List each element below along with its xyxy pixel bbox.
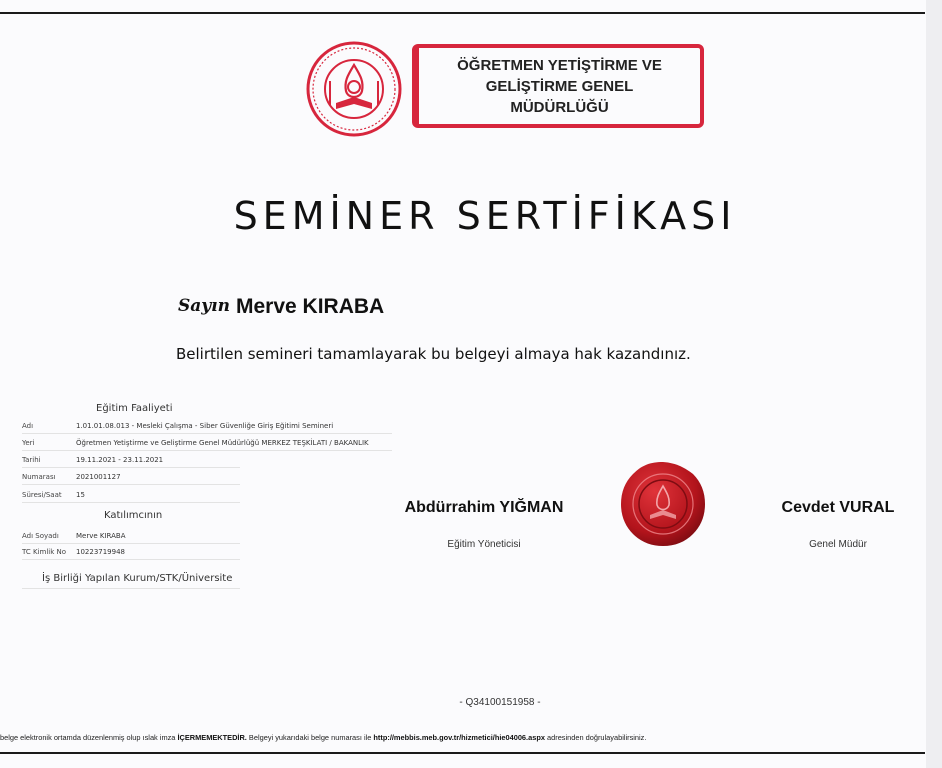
info-row bbox=[22, 453, 240, 468]
certificate-title: SEMİNER SERTİFİKASI bbox=[233, 194, 737, 238]
certificate-number: - Q34100151958 - bbox=[459, 697, 541, 708]
partner-row bbox=[22, 574, 240, 589]
info-value: 2021001127 bbox=[76, 473, 121, 481]
bottom-border bbox=[0, 752, 925, 754]
info-value: Öğretmen Yetiştirme ve Geliştirme Genel Müdürlüğü MERKEZ TEŞKİLATI / BAKANLIK bbox=[76, 439, 369, 447]
partner-section-title: İş Birliği Yapılan Kurum/STK/Üniversite bbox=[42, 573, 233, 584]
recipient-name: Merve KIRABA bbox=[236, 295, 385, 318]
footer-text: adresinden doğrulayabilirsiniz. bbox=[544, 733, 647, 742]
footer-emphasis: İÇERMEMEKTEDİR. bbox=[177, 733, 247, 742]
signer-education-manager bbox=[384, 499, 584, 550]
meb-emblem-icon bbox=[306, 41, 402, 137]
activity-section-title: Eğitim Faaliyeti bbox=[96, 403, 173, 414]
info-label: Adı bbox=[22, 422, 34, 430]
wax-seal-icon bbox=[619, 460, 707, 548]
footer-text: belge elektronik ortamda düzenlenmiş olup ıslak imza bbox=[0, 733, 178, 742]
signer-name: Cevdet VURAL bbox=[781, 499, 895, 516]
info-row bbox=[22, 436, 392, 451]
info-value: 19.11.2021 - 23.11.2021 bbox=[76, 456, 164, 464]
info-label: Adı Soyadı bbox=[22, 532, 59, 540]
info-label: Tarihi bbox=[22, 456, 41, 464]
info-row bbox=[22, 545, 240, 560]
organization-box bbox=[412, 44, 704, 128]
signer-general-manager bbox=[748, 499, 928, 550]
organization-name: ÖĞRETMEN YETİŞTİRME VE GELİŞTİRME GENEL MÜDÜRLÜĞÜ bbox=[457, 56, 662, 116]
signer-role: Eğitim Yöneticisi bbox=[447, 539, 521, 550]
verification-note bbox=[0, 733, 926, 742]
footer-text: Belgeyi yukarıdaki belge numarası ile bbox=[246, 733, 374, 742]
top-border bbox=[0, 12, 925, 14]
page-edge bbox=[926, 0, 942, 768]
award-message: Belirtilen semineri tamamlayarak bu belgeyi almaya hak kazandınız. bbox=[176, 345, 691, 363]
info-value: 15 bbox=[76, 491, 85, 499]
info-row bbox=[22, 419, 392, 434]
verification-url: http://mebbis.meb.gov.tr/hizmetici/hie04006.aspx bbox=[373, 733, 545, 742]
info-row bbox=[22, 488, 240, 503]
info-label: Yeri bbox=[22, 439, 35, 447]
signer-role: Genel Müdür bbox=[809, 539, 867, 550]
info-value: 10223719948 bbox=[76, 548, 125, 556]
info-row bbox=[22, 470, 240, 485]
info-row bbox=[22, 529, 240, 544]
info-label: Numarası bbox=[22, 473, 56, 481]
info-label: Süresi/Saat bbox=[22, 491, 62, 499]
info-label: TC Kimlik No bbox=[22, 548, 67, 556]
info-value: 1.01.01.08.013 - Mesleki Çalışma - Siber Güvenliğe Giriş Eğitimi Semineri bbox=[76, 422, 334, 430]
signer-name: Abdürrahim YIĞMAN bbox=[404, 499, 564, 516]
participant-section-title: Katılımcının bbox=[104, 510, 163, 521]
salutation: Sayın bbox=[178, 296, 230, 316]
info-value: Merve KIRABA bbox=[76, 532, 126, 540]
